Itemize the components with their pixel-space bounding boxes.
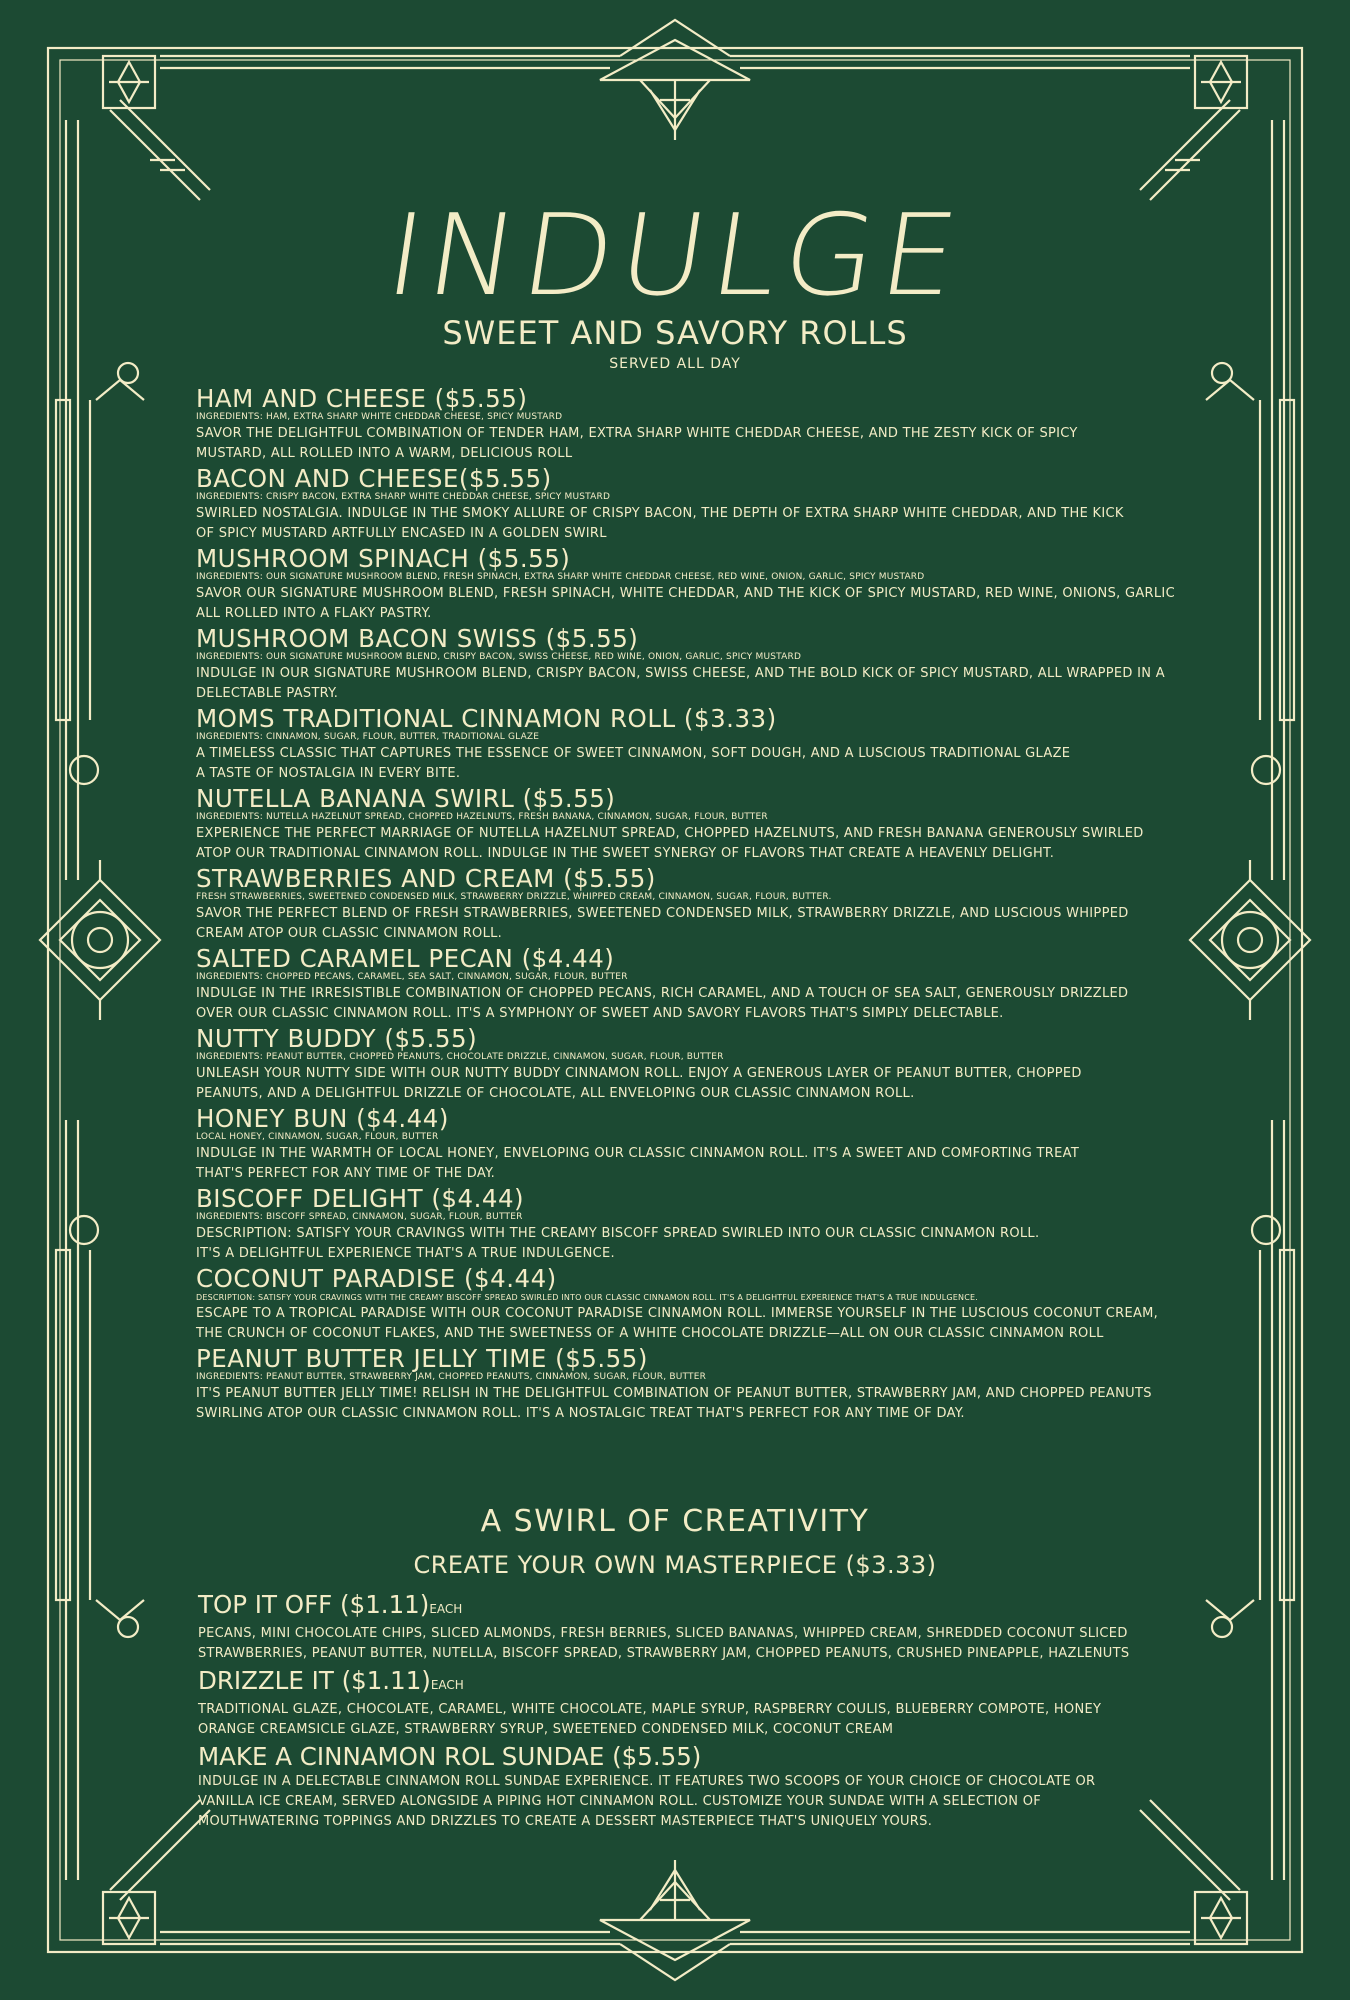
item-name: MUSHROOM BACON SWISS ($5.55) [196, 624, 639, 653]
item-description: SAVOR THE PERFECT BLEND OF FRESH STRAWBERRIES, SWEETENED CONDENSED MILK, STRAWBERRY DRIZZLE, AND LUSCIOUS WHIPPED CREAM ATOP OUR CLASSIC CINNAMON ROLL. [196, 906, 1129, 941]
menu-item [196, 944, 1216, 1024]
item-description: ESCAPE TO A TROPICAL PARADISE WITH OUR COCONUT PARADISE CINNAMON ROLL. IMMERSE YOURSELF IN THE LUSCIOUS COCONUT CREAM, THE CRUNCH OF COCONUT FLAKES, AND THE SWEETNESS OF A WHITE CHOCOLATE DRIZZLE—ALL ON OUR CLASSIC CINNAMON ROLL [196, 1306, 1159, 1341]
item-ingredients: INGREDIENTS: OUR SIGNATURE MUSHROOM BLEND, CRISPY BACON, SWISS CHEESE, RED WINE, ONION, GARLIC, SPICY MUSTARD [196, 652, 802, 662]
menu-item [196, 704, 1216, 784]
extra-item [198, 1666, 1218, 1740]
item-ingredients: INGREDIENTS: HAM, EXTRA SHARP WHITE CHEDDAR CHEESE, SPICY MUSTARD [196, 412, 563, 422]
item-name: NUTELLA BANANA SWIRL ($5.55) [196, 784, 616, 813]
creativity-heading: A SWIRL OF CREATIVITY [480, 1504, 870, 1539]
menu-item [196, 784, 1216, 864]
extra-name: DRIZZLE IT ($1.11) [198, 1666, 431, 1695]
item-ingredients: INGREDIENTS: CHOPPED PECANS, CARAMEL, SEA SALT, CINNAMON, SUGAR, FLOUR, BUTTER [196, 972, 628, 982]
item-description: INDULGE IN THE IRRESISTIBLE COMBINATION OF CHOPPED PECANS, RICH CARAMEL, AND A TOUCH OF SEA SALT, GENEROUSLY DRIZZLED OVER OUR CLASSIC CINNAMON ROLL. IT'S A SYMPHONY OF SWEET AND SAVORY FLAVORS THAT'S SIMPLY DELECTABLE. [196, 986, 1129, 1021]
item-ingredients: FRESH STRAWBERRIES, SWEETENED CONDENSED MILK, STRAWBERRY DRIZZLE, WHIPPED CREAM, CINNAMON, SUGAR, FLOUR, BUTTER. [196, 892, 832, 902]
extras-list [198, 1590, 1218, 1832]
item-ingredients: INGREDIENTS: PEANUT BUTTER, STRAWBERRY JAM, CHOPPED PEANUTS, CINNAMON, SUGAR, FLOUR, BUTTER [196, 1372, 707, 1382]
page-subtitle: SWEET AND SAVORY ROLLS [442, 314, 908, 352]
item-description: INDULGE IN OUR SIGNATURE MUSHROOM BLEND, CRISPY BACON, SWISS CHEESE, AND THE BOLD KICK OF SPICY MUSTARD, ALL WRAPPED IN A DELECTABLE PASTRY. [196, 666, 1165, 701]
item-name: SALTED CARAMEL PECAN ($4.44) [196, 944, 615, 973]
item-ingredients: LOCAL HONEY, CINNAMON, SUGAR, FLOUR, BUTTER [196, 1132, 439, 1142]
menu-item [196, 1184, 1216, 1264]
item-description: DESCRIPTION: SATISFY YOUR CRAVINGS WITH THE CREAMY BISCOFF SPREAD SWIRLED INTO OUR CLASSIC CINNAMON ROLL. IT'S A DELIGHTFUL EXPERIENCE THAT'S A TRUE INDULGENCE. [196, 1226, 1040, 1261]
extra-description: TRADITIONAL GLAZE, CHOCOLATE, CARAMEL, WHITE CHOCOLATE, MAPLE SYRUP, RASPBERRY COULIS, BLUEBERRY COMPOTE, HONEY ORANGE CREAMSICLE GLAZE, STRAWBERRY SYRUP, SWEETENED CONDENSED MILK, COCONUT CREAM [198, 1702, 1102, 1737]
menu-item [196, 384, 1216, 464]
item-description: IT'S PEANUT BUTTER JELLY TIME! RELISH IN THE DELIGHTFUL COMBINATION OF PEANUT BUTTER, STRAWBERRY JAM, AND CHOPPED PEANUTS SWIRLING ATOP OUR CLASSIC CINNAMON ROLL. IT'S A NOSTALGIC TREAT THAT'S PERFECT FOR ANY TIME OF DAY. [196, 1386, 1152, 1421]
extra-each: EACH [430, 1678, 464, 1692]
extra-name: TOP IT OFF ($1.11) [198, 1590, 430, 1619]
page-title: INDULGE [378, 189, 972, 321]
creativity-subheading: CREATE YOUR OWN MASTERPIECE ($3.33) [413, 1551, 937, 1579]
item-description: SWIRLED NOSTALGIA. INDULGE IN THE SMOKY ALLURE OF CRISPY BACON, THE DEPTH OF EXTRA SHARP WHITE CHEDDAR, AND THE KICK OF SPICY MUSTARD ARTFULLY ENCASED IN A GOLDEN SWIRL [196, 506, 1124, 541]
menu-list [196, 384, 1216, 1424]
item-name: NUTTY BUDDY ($5.55) [196, 1024, 478, 1053]
extra-item [198, 1742, 1218, 1832]
item-name: BISCOFF DELIGHT ($4.44) [196, 1184, 525, 1213]
served-note: SERVED ALL DAY [609, 356, 741, 372]
menu-item [196, 1264, 1216, 1344]
item-name: MOMS TRADITIONAL CINNAMON ROLL ($3.33) [196, 704, 777, 733]
item-name: HONEY BUN ($4.44) [196, 1104, 449, 1133]
menu-item [196, 1344, 1216, 1424]
extra-name: MAKE A CINNAMON ROL SUNDAE ($5.55) [198, 1742, 702, 1771]
item-name: COCONUT PARADISE ($4.44) [196, 1264, 557, 1293]
item-description: SAVOR OUR SIGNATURE MUSHROOM BLEND, FRESH SPINACH, WHITE CHEDDAR, AND THE KICK OF SPICY MUSTARD, RED WINE, ONIONS, GARLIC ALL ROLLED INTO A FLAKY PASTRY. [196, 586, 1175, 621]
item-name: BACON AND CHEESE($5.55) [196, 464, 552, 493]
extra-description: PECANS, MINI CHOCOLATE CHIPS, SLICED ALMONDS, FRESH BERRIES, SLICED BANANAS, WHIPPED CREAM, SHREDDED COCONUT SLICED STRAWBERRIES, PEANUT BUTTER, NUTELLA, BISCOFF SPREAD, STRAWBERRY JAM, CHOPPED PEANUTS, CRUSHED PINEAPPLE, HAZLENUTS [198, 1626, 1130, 1661]
menu-item [196, 864, 1216, 944]
item-ingredients: INGREDIENTS: OUR SIGNATURE MUSHROOM BLEND, FRESH SPINACH, EXTRA SHARP WHITE CHEDDAR CHEESE, RED WINE, ONION, GARLIC, SPICY MUSTARD [196, 572, 925, 582]
item-name: MUSHROOM SPINACH ($5.55) [196, 544, 571, 573]
item-description: INDULGE IN THE WARMTH OF LOCAL HONEY, ENVELOPING OUR CLASSIC CINNAMON ROLL. IT'S A SWEET AND COMFORTING TREAT THAT'S PERFECT FOR ANY TIME OF THE DAY. [196, 1146, 1080, 1181]
menu-item [196, 624, 1216, 704]
extra-description: INDULGE IN A DELECTABLE CINNAMON ROLL SUNDAE EXPERIENCE. IT FEATURES TWO SCOOPS OF YOUR CHOICE OF CHOCOLATE OR VANILLA ICE CREAM, SERVED ALONGSIDE A PIPING HOT CINNAMON ROLL. CUSTOMIZE YOUR SUNDAE WITH A SELECTION OF MOUTHWATERING TOPPINGS AND DRIZZLES TO CREATE A DESSERT MASTERPIECE THAT'S UNIQUELY YOURS. [198, 1774, 1096, 1829]
menu-item [196, 1104, 1216, 1184]
item-description: EXPERIENCE THE PERFECT MARRIAGE OF NUTELLA HAZELNUT SPREAD, CHOPPED HAZELNUTS, AND FRESH BANANA GENEROUSLY SWIRLED ATOP OUR TRADITIONAL CINNAMON ROLL. INDULGE IN THE SWEET SYNERGY OF FLAVORS THAT CREATE A HEAVENLY DELIGHT. [196, 826, 1144, 861]
extra-item [198, 1590, 1218, 1664]
menu-item [196, 464, 1216, 544]
item-name: STRAWBERRIES AND CREAM ($5.55) [196, 864, 656, 893]
item-description: SAVOR THE DELIGHTFUL COMBINATION OF TENDER HAM, EXTRA SHARP WHITE CHEDDAR CHEESE, AND THE ZESTY KICK OF SPICY MUSTARD, ALL ROLLED INTO A WARM, DELICIOUS ROLL [196, 426, 1078, 461]
item-ingredients: INGREDIENTS: CRISPY BACON, EXTRA SHARP WHITE CHEDDAR CHEESE, SPICY MUSTARD [196, 492, 611, 502]
item-description: A TIMELESS CLASSIC THAT CAPTURES THE ESSENCE OF SWEET CINNAMON, SOFT DOUGH, AND A LUSCIOUS TRADITIONAL GLAZE A TASTE OF NOSTALGIA IN EVERY BITE. [196, 746, 1071, 781]
item-ingredients: INGREDIENTS: PEANUT BUTTER, CHOPPED PEANUTS, CHOCOLATE DRIZZLE, CINNAMON, SUGAR, FLOUR, BUTTER [196, 1052, 724, 1062]
item-description: UNLEASH YOUR NUTTY SIDE WITH OUR NUTTY BUDDY CINNAMON ROLL. ENJOY A GENEROUS LAYER OF PEANUT BUTTER, CHOPPED PEANUTS, AND A DELIGHTFUL DRIZZLE OF CHOCOLATE, ALL ENVELOPING OUR CLASSIC CINNAMON ROLL. [196, 1066, 1082, 1101]
item-ingredients: INGREDIENTS: NUTELLA HAZELNUT SPREAD, CHOPPED HAZELNUTS, FRESH BANANA, CINNAMON, SUGAR, FLOUR, BUTTER [196, 812, 768, 822]
menu-item [196, 544, 1216, 624]
item-ingredients: INGREDIENTS: BISCOFF SPREAD, CINNAMON, SUGAR, FLOUR, BUTTER [196, 1212, 523, 1222]
item-ingredients: DESCRIPTION: SATISFY YOUR CRAVINGS WITH THE CREAMY BISCOFF SPREAD SWIRLED INTO OUR CLASSIC CINNAMON ROLL. IT'S A DELIGHTFUL EXPERIENCE THAT'S A TRUE INDULGENCE. [196, 1293, 979, 1302]
item-ingredients: INGREDIENTS: CINNAMON, SUGAR, FLOUR, BUTTER, TRADITIONAL GLAZE [196, 732, 540, 742]
menu-item [196, 1024, 1216, 1104]
item-name: HAM AND CHEESE ($5.55) [196, 384, 528, 413]
item-name: PEANUT BUTTER JELLY TIME ($5.55) [196, 1344, 648, 1373]
extra-each: EACH [429, 1602, 463, 1616]
